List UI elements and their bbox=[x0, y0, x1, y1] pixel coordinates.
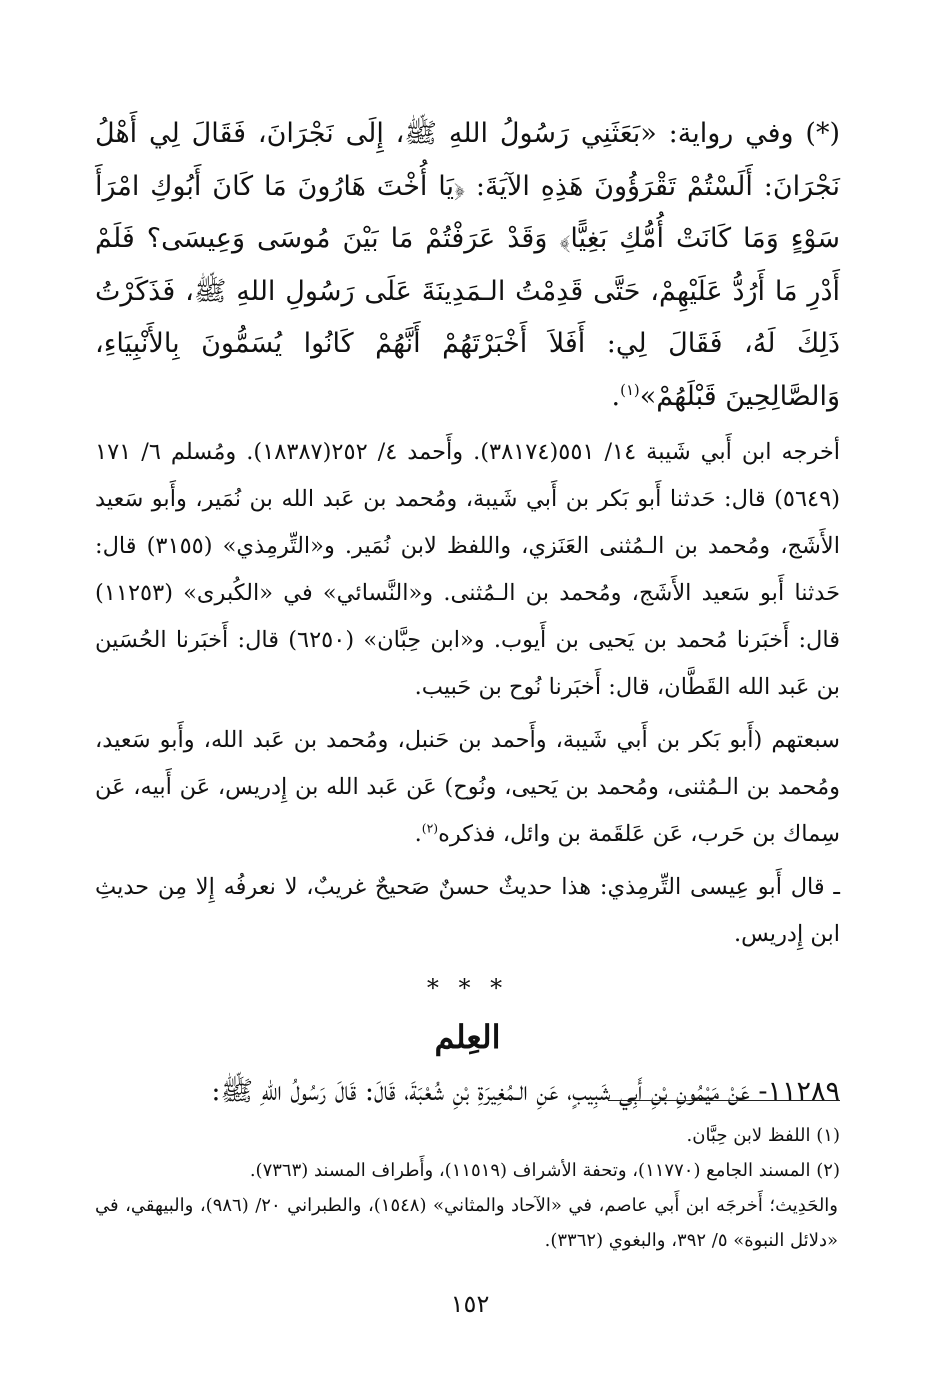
hadith-narration-text: (*) وفي رواية: «بَعَثَنِي رَسُولُ اللهِ ﷺ، إِلَى نَجْرَانَ، فَقَالَ لِي أَهْلُ نَجْرَانَ: أَلَسْتُمْ تَقْرَؤُونَ هَذِهِ الآيَةَ: ﴿يَا أُخْتَ هَارُونَ مَا كَانَ أَبُوكِ امْرَأَ سَوْءٍ وَمَا كَانَتْ أُمُّكِ بَغِيًّا﴾ وَقَدْ عَرَفْتُمْ مَا بَيْنَ مُوسَى وَعِيسَى؟ فَلَمْ أَدْرِ مَا أَرُدُّ عَلَيْهِمْ، حَتَّى قَدِمْتُ الـمَدِينَةَ عَلَى رَسُولِ اللهِ ﷺ، فَذَكَرْتُ ذَلِكَ لَهُ، فَقَالَ لِي: أَفَلاَ أَخْبَرْتَهُمْ أَنَّهُمْ كَانُوا يُسَمُّونَ بِالأَنْبِيَاءِ، وَالصَّالِحِينَ قَبْلَهُمْ» bbox=[95, 118, 840, 412]
section-separator: * * * bbox=[426, 974, 509, 1002]
takhrij-paragraph: أخرجه ابن أَبي شَيبة ١٤/ ٥٥١(٣٨١٧٤). وأَحمد ٤/ ٢٥٢(١٨٣٨٧). ومُسلم ٦/ ١٧١ (٥٦٤٩) قال: حَدثنا أَبو بَكر بن أَبي شَيبة، ومُحمد بن عَبد الله بن نُمَير، وأَبو سَعيد الأَشَج، ومُحمد بن الـمُثنى العَنَزي، واللفظ لابن نُمَير. و«التِّرمِذي» (٣١٥٥) قال: حَدثنا أَبو سَعيد الأَشَج، ومُحمد بن الـمُثنى. و«النَّسائي» في «الكُبرى» (١١٢٥٣) قال: أَخبَرنا مُحمد بن يَحيى بن أَيوب. و«ابن حِبَّان» (٦٢٥٠) قال: أَخبَرنا الحُسَين بن عَبد الله القَطَّان، قال: أَخبَرنا نُوح بن حَبيب. bbox=[95, 439, 841, 700]
chain-summary-text: سبعتهم (أَبو بَكر بن أَبي شَيبة، وأَحمد بن حَنبل، ومُحمد بن عَبد الله، وأَبو سَعيد، ومُحمد بن الـمُثنى، ومُحمد بن يَحيى، ونُوح) عَن عَبد الله بن إِدريس، عَن أَبيه، عَن سِماك بن حَرب، عَن عَلقَمة بن وائل، فذكره bbox=[95, 727, 840, 847]
footnote-1: (١) اللفظ لابن حِبَّان. bbox=[686, 1125, 840, 1146]
chain-summary-paragraph bbox=[95, 717, 840, 858]
page-body bbox=[95, 108, 840, 1119]
page-number: ١٥٢ bbox=[450, 1290, 490, 1318]
chain-summary-period: . bbox=[414, 821, 422, 847]
footnotes-section bbox=[95, 1118, 840, 1258]
tirmidhi-comment: ـ قال أَبو عِيسى التِّرمِذي: هذا حديثٌ حسنٌ صَحيحٌ غريبٌ، لا نعرفُه إِلا مِن حديثِ ابن إِدريس. bbox=[95, 874, 840, 947]
hadith-narration-period: . bbox=[611, 380, 621, 412]
footnote-2-continuation: والحَدِيث؛ أَخرجَه ابن أَبي عاصم، في «الآحاد والمثاني» (١٥٤٨)، والطبراني ٢٠/ (٩٨٦)، والبيهقي، في «دلائل النبوة» ٥/ ٣٩٢، والبغوي (٣٣٦٢). bbox=[95, 1195, 838, 1251]
footnote-marker-1: (١) bbox=[620, 380, 640, 399]
hadith-11289: ١١٢٨٩- عَنْ مَيْمُونِ بْنِ أَبِي شَبِيبٍ، عَنِ الـمُغِيرَةِ بْنِ شُعْبَةَ، قَالَ: قَالَ رَسُولُ اللهِ ﷺ: bbox=[211, 1076, 840, 1107]
footnote-2: (٢) المسند الجامع (١١٧٧٠)، وتحفة الأشراف (١١٥١٩)، وأَطراف المسند (٧٣٦٣). bbox=[249, 1160, 840, 1181]
footnote-marker-2: (٢) bbox=[421, 821, 439, 836]
footnote-divider bbox=[608, 1100, 840, 1101]
section-title: العِلم bbox=[434, 1018, 501, 1056]
hadith-narration-paragraph bbox=[95, 108, 840, 423]
